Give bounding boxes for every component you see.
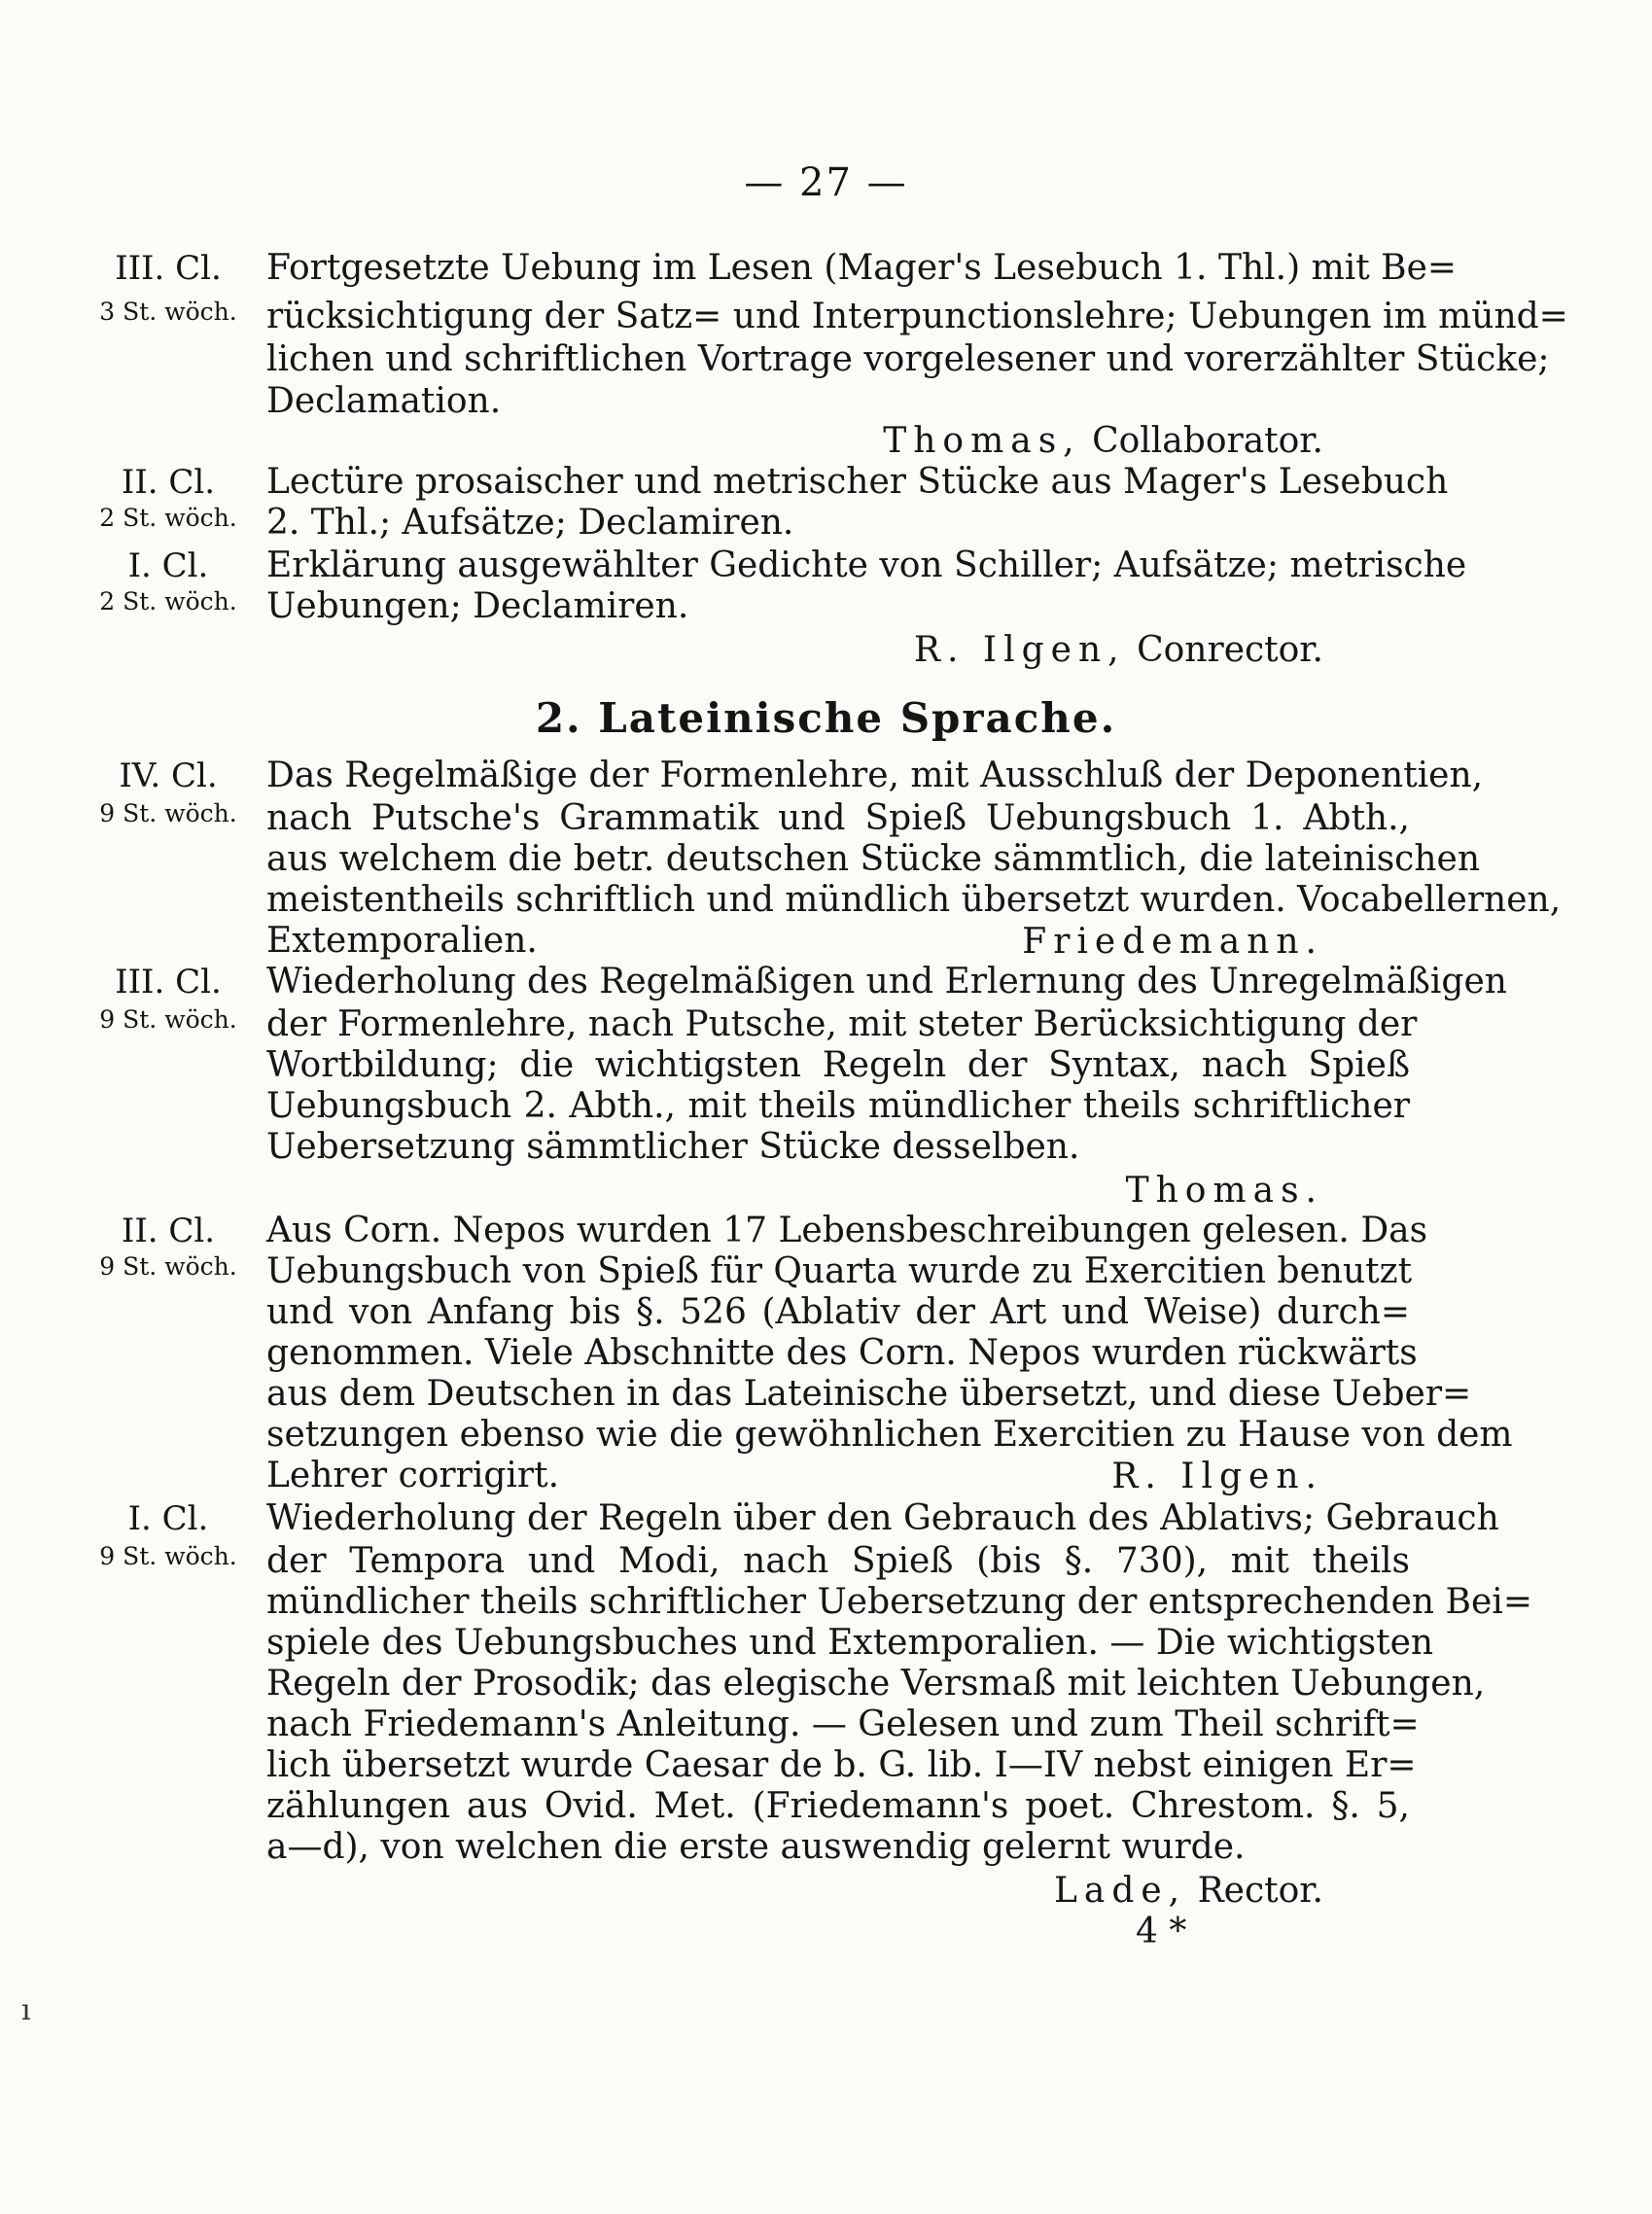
text-line: Uebersetzung sämmtlicher Stücke desselben.: [266, 1127, 1080, 1167]
signature: [883, 421, 1323, 461]
signature-name: Thomas,: [883, 421, 1081, 461]
text-line: lich übersetzt wurde Caesar de b. G. lib. I—IV nebst einigen Er=: [266, 1745, 1417, 1785]
text-line: lichen und schriftlichen Vortrage vorgelesener und vorerzählter Stücke;: [266, 339, 1550, 379]
text-line: Lectüre prosaischer und metrischer Stücke aus Mager's Lesebuch: [266, 462, 1449, 502]
page-number: — 27 —: [744, 160, 908, 205]
text-line: Wiederholung der Regeln über den Gebrauch des Ablativs; Gebrauch: [266, 1498, 1499, 1538]
signature-title: Collaborator.: [1092, 421, 1323, 461]
text-line: aus welchem die betr. deutschen Stücke sämmtlich, die lateinischen: [266, 839, 1481, 879]
text-line: Aus Corn. Nepos wurden 17 Lebensbeschreibungen gelesen. Das: [266, 1211, 1428, 1250]
text-line: 2. Thl.; Aufsätze; Declamiren.: [266, 503, 794, 543]
hours-label: 2 St. wöch.: [99, 504, 237, 532]
signature-name: Lade,: [1053, 1871, 1187, 1911]
text-line: nach Friedemann's Anleitung. — Gelesen und zum Theil schrift=: [266, 1704, 1420, 1744]
signature: [1054, 1871, 1323, 1911]
class-label: I. Cl.: [127, 1499, 209, 1538]
text-line: Declamation.: [266, 381, 502, 421]
text-line: zählungen aus Ovid. Met. (Friedemann's poet. Chrestom. §. 5,: [266, 1786, 1410, 1826]
signature-title: Rector.: [1197, 1871, 1323, 1911]
hours-label: 3 St. wöch.: [99, 298, 237, 326]
text-line: der Tempora und Modi, nach Spieß (bis §. 730), mit theils: [266, 1541, 1410, 1581]
signature: [1111, 1457, 1323, 1496]
text-line: der Formenlehre, nach Putsche, mit steter Berücksichtigung der: [266, 1004, 1418, 1044]
text-line: rücksichtigung der Satz= und Interpunctionslehre; Uebungen im münd=: [266, 297, 1568, 336]
text-line: mündlicher theils schriftlicher Uebersetzung der entsprechenden Bei=: [266, 1582, 1532, 1622]
text-line: a—d), von welchen die erste auswendig gelernt wurde.: [266, 1827, 1246, 1867]
signature-name: Friedemann.: [1022, 922, 1323, 962]
signature: [914, 630, 1323, 670]
text-line: Uebungsbuch 2. Abth., mit theils mündlicher theils schriftlicher: [266, 1086, 1410, 1126]
signature: [1126, 1171, 1323, 1211]
text-line: Uebungen; Declamiren.: [266, 586, 689, 626]
text-line: nach Putsche's Grammatik und Spieß Uebungsbuch 1. Abth.,: [266, 798, 1410, 838]
text-line: Wortbildung; die wichtigsten Regeln der Syntax, nach Spieß: [266, 1045, 1410, 1085]
section-heading: 2. Lateinische Sprache.: [535, 694, 1117, 742]
class-label: III. Cl.: [115, 963, 222, 1002]
hours-label: 2 St. wöch.: [99, 587, 237, 615]
signature-name: R. Ilgen.: [1111, 1457, 1323, 1496]
signature: [1022, 922, 1323, 962]
text-line: meistentheils schriftlich und mündlich übersetzt wurden. Vocabellernen,: [266, 880, 1562, 920]
text-line: Das Regelmäßige der Formenlehre, mit Ausschluß der Deponentien,: [266, 756, 1484, 795]
margin-mark: ı: [21, 1993, 31, 2027]
class-label: IV. Cl.: [119, 756, 218, 795]
class-label: III. Cl.: [115, 249, 222, 288]
hours-label: 9 St. wöch.: [99, 799, 237, 827]
text-line: aus dem Deutschen in das Lateinische übersetzt, und diese Ueber=: [266, 1374, 1472, 1414]
hours-label: 9 St. wöch.: [99, 1005, 237, 1034]
text-line: Regeln der Prosodik; das elegische Versmaß mit leichten Uebungen,: [266, 1664, 1486, 1704]
text-line: Fortgesetzte Uebung im Lesen (Mager's Lesebuch 1. Thl.) mit Be=: [266, 248, 1458, 288]
text-line: setzungen ebenso wie die gewöhnlichen Exercitien zu Hause von dem: [266, 1415, 1513, 1455]
signature-title: Conrector.: [1137, 630, 1323, 670]
class-label: II. Cl.: [121, 1212, 216, 1250]
text-line: Erklärung ausgewählter Gedichte von Schiller; Aufsätze; metrische: [266, 545, 1467, 585]
class-label: I. Cl.: [127, 546, 209, 585]
text-line: spiele des Uebungsbuches und Extemporalien. — Die wichtigsten: [266, 1623, 1434, 1663]
text-line: Extemporalien.: [266, 921, 538, 961]
hours-label: 9 St. wöch.: [99, 1542, 237, 1570]
text-line: und von Anfang bis §. 526 (Ablativ der Art und Weise) durch=: [266, 1292, 1410, 1332]
signature-name: R. Ilgen,: [913, 630, 1126, 670]
text-line: genommen. Viele Abschnitte des Corn. Nepos wurden rückwärts: [266, 1333, 1418, 1373]
text-line: Lehrer corrigirt.: [266, 1456, 560, 1495]
signature-name: Thomas.: [1125, 1171, 1323, 1211]
hours-label: 9 St. wöch.: [99, 1252, 237, 1281]
text-line: Uebungsbuch von Spieß für Quarta wurde zu Exercitien benutzt: [266, 1251, 1413, 1291]
text-line: Wiederholung des Regelmäßigen und Erlernung des Unregelmäßigen: [266, 962, 1507, 1002]
signature-mark: 4 *: [1136, 1912, 1187, 1951]
class-label: II. Cl.: [121, 463, 216, 502]
